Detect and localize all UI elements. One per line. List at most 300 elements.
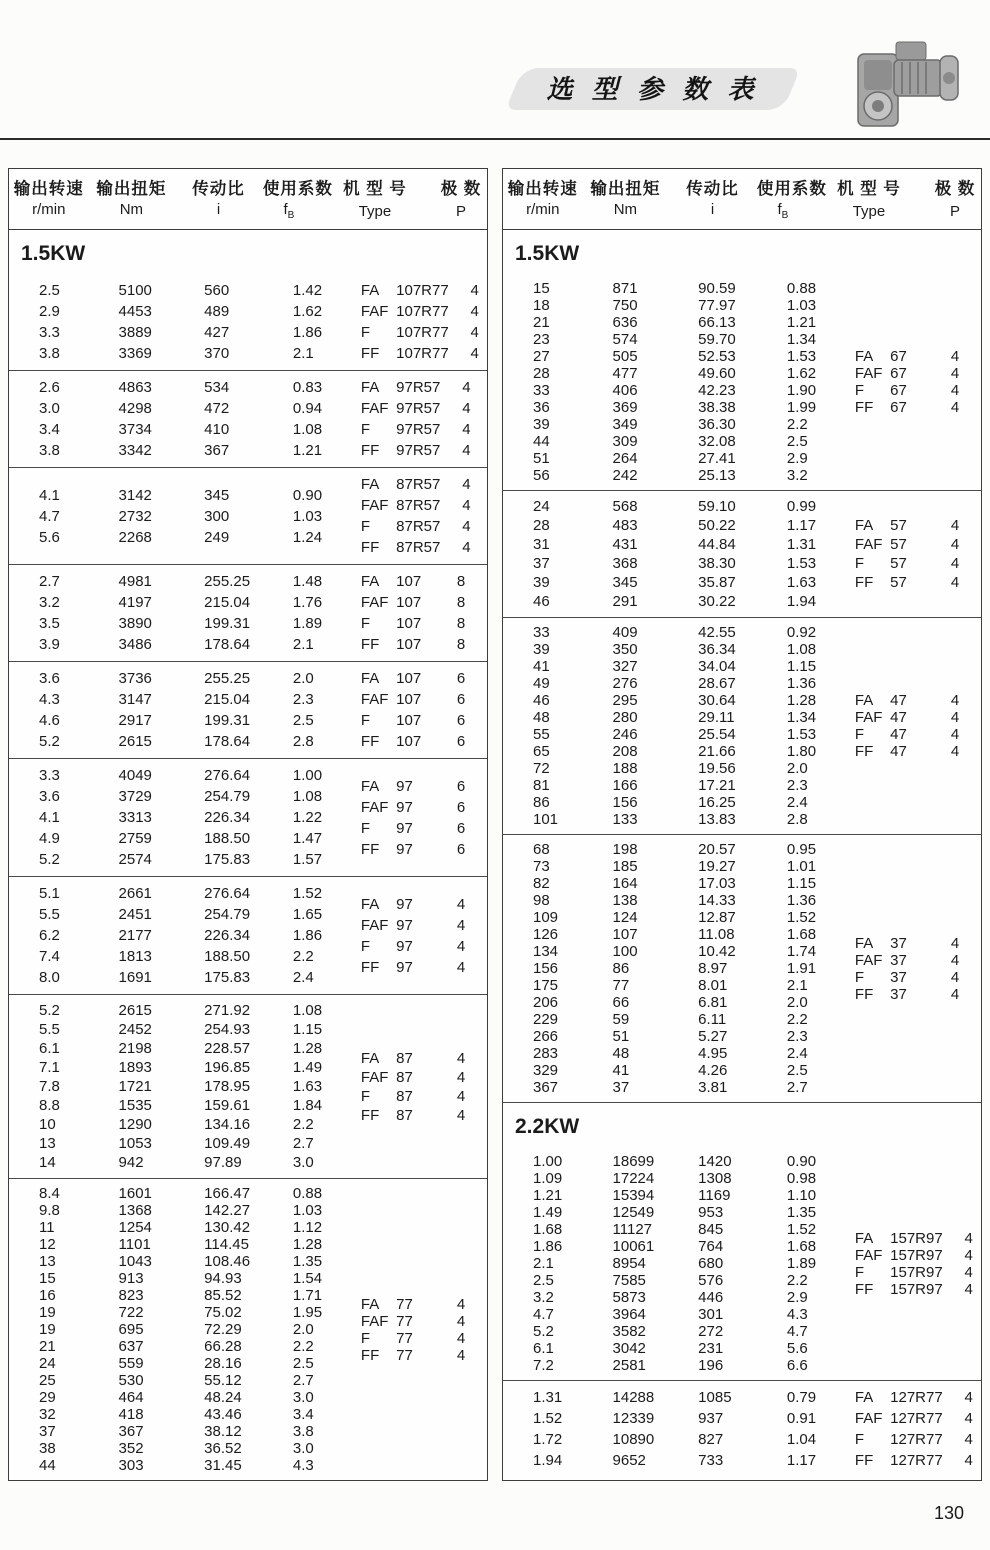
column-header-poles: 极 数 [440,180,482,198]
value-cell: 1.34 [786,709,817,726]
column-header: $f_B$ [283,201,295,221]
value-cell: 231 [698,1340,724,1357]
model-type: FA 107 [360,670,422,687]
model-type: FAF 67 [854,365,907,382]
table-row [533,1221,839,1238]
value-cell: 301 [698,1306,724,1323]
value-cell: 1.00 [292,767,323,784]
table-row [533,497,839,516]
model-type: F 97 [360,937,413,955]
value-cell: 13 [39,1135,56,1152]
value-cell: 1.47 [292,830,323,847]
value-rows [503,841,839,1096]
value-cell: 264 [612,450,638,467]
model-type: FF 67 [854,399,907,416]
value-cell: 12.87 [698,909,736,926]
table-row [533,624,839,641]
model-prefix: FA [360,1049,380,1067]
value-cell: 2.5 [533,1272,554,1289]
value-cell: 559 [118,1355,144,1372]
value-cell: 2.0 [292,1321,314,1338]
value-cell: 3.2 [786,467,808,484]
value-cell: 1.31 [786,536,817,553]
value-cell: 1813 [118,948,152,965]
value-cell: 3.81 [698,1079,728,1096]
model-type-rows [345,377,492,461]
column-header: 输出扭矩 [590,180,661,198]
value-cell: 3147 [118,691,152,708]
model-type: FAF 87 [360,1068,413,1086]
value-cell: 254.93 [204,1021,251,1038]
table-row [39,689,345,710]
pole-count: 4 [462,497,471,514]
pole-count: 6 [456,712,466,729]
subscript: B [287,210,295,221]
value-cell: 1.86 [292,927,323,944]
value-cell: 6.1 [39,1040,60,1057]
value-cell: 17.21 [698,777,736,794]
table-row [39,1287,345,1304]
value-cell: 23 [533,331,550,348]
value-cell: 1.53 [786,726,817,743]
value-cell: 100 [612,943,638,960]
value-cell: 733 [698,1452,724,1469]
value-cell: 477 [612,365,638,382]
value-cell: 4981 [118,573,152,590]
value-cell: 2.2 [786,416,808,433]
value-cell: 1.52 [292,885,323,902]
value-cell: 1.68 [533,1221,563,1238]
value-cell: 51 [533,450,550,467]
parameter-block [503,490,981,617]
value-cell: 1.84 [292,1097,323,1114]
pole-count: 4 [964,1389,973,1406]
model-type: F 107 [360,615,422,632]
model-prefix: FAF [360,916,389,934]
value-cell: 1.21 [533,1187,563,1204]
column-header: r/min [32,201,66,218]
table-row [39,377,345,398]
value-cell: 1.62 [292,303,323,320]
value-cell: 2.7 [39,573,60,590]
value-cell: 406 [612,382,638,399]
value-cell: 367 [204,442,230,459]
model-type-row [345,1347,487,1364]
value-cell: 266 [533,1028,559,1045]
value-cell: 108.46 [204,1253,251,1270]
value-cell: 2.2 [292,948,314,965]
model-type-rows [345,1001,487,1172]
header-number-columns [503,175,827,199]
table-row [533,450,839,467]
value-cell: 327 [612,658,638,675]
value-cell: 94.93 [204,1270,242,1287]
model-type-row [839,365,981,382]
model-prefix: FAF [360,798,389,816]
pole-count: 4 [462,539,471,556]
header-type-columns [315,203,487,220]
value-cell: 942 [118,1154,144,1171]
table-row [533,399,839,416]
value-cell: 1169 [698,1187,731,1204]
value-cell: 109.49 [204,1135,251,1152]
value-cell: 66.13 [698,314,736,331]
table-row [533,382,839,399]
model-prefix: FA [360,777,380,795]
model-prefix: FAF [854,536,883,553]
value-rows [503,1387,839,1471]
value-cell: 2.5 [786,1062,808,1079]
table-row [533,1204,839,1221]
value-cell: 1.52 [533,1410,563,1427]
header-number-columns [503,201,809,221]
table-row [533,875,839,892]
model-type-row [345,936,487,957]
value-cell: 15 [39,1270,56,1287]
table-row [39,1134,345,1153]
model-type: F 97 [360,819,413,837]
table-row [533,535,839,554]
right-parameter-table [502,168,982,1481]
model-type-row [345,592,487,613]
pole-count: 4 [456,1106,466,1124]
value-cell: 42.55 [698,624,736,641]
model-type-row [345,731,487,752]
pole-count: 4 [456,958,466,976]
value-cell: 124 [612,909,638,926]
value-cell: 1.21 [786,314,817,331]
power-section [503,230,981,1102]
value-cell: 3582 [612,1323,646,1340]
value-cell: 3.4 [292,1406,314,1423]
value-cell: 409 [612,624,638,641]
value-cell: 3.2 [39,594,60,611]
table-row [533,858,839,875]
table-row [39,765,345,786]
model-prefix: FF [360,636,380,653]
value-cell: 3.0 [292,1440,314,1457]
header-labels-row [9,175,487,199]
value-cell: 276 [612,675,638,692]
table-row [533,1272,839,1289]
value-cell: 46 [533,593,550,610]
value-cell: 6.1 [533,1340,554,1357]
value-cell: 3.3 [39,767,60,784]
value-cell: 2.9 [39,303,60,320]
value-cell: 52.53 [698,348,736,365]
value-cell: 12 [39,1236,56,1253]
table-row [39,1253,345,1270]
value-cell: 1.22 [292,809,323,826]
value-cell: 12339 [612,1410,655,1427]
value-cell: 32 [39,1406,56,1423]
value-cell: 42.23 [698,382,736,399]
header-units-row [503,199,981,223]
model-type-row [345,1330,487,1347]
value-cell: 3890 [118,615,152,632]
parameter-block [9,994,487,1178]
pole-count: 4 [462,442,471,459]
value-cell: 1.15 [292,1021,323,1038]
value-cell: 1.65 [292,906,323,923]
value-cell: 33 [533,382,550,399]
value-cell: 576 [698,1272,724,1289]
value-cell: 272 [698,1323,724,1340]
table-row [533,726,839,743]
value-cell: 39 [533,416,550,433]
value-cell: 636 [612,314,638,331]
model-prefix: F [854,968,865,986]
value-cell: 164 [612,875,638,892]
value-cell: 2.6 [39,379,60,396]
value-cell: 1535 [118,1097,152,1114]
value-cell: 3.8 [39,442,60,459]
value-cell: 1101 [118,1236,151,1253]
value-cell: 85.52 [204,1287,242,1304]
value-cell: 1.10 [786,1187,817,1204]
model-prefix: FA [360,379,380,396]
value-cell: 50.22 [698,517,736,534]
pole-count: 4 [456,937,466,955]
value-cell: 109 [533,909,559,926]
value-cell: 5100 [118,282,152,299]
value-cell: 2.8 [786,811,808,828]
column-header: Nm [613,201,638,218]
value-cell: 77 [612,977,630,994]
page-header [0,0,990,140]
value-cell: 0.94 [292,400,323,417]
value-cell: 5.2 [39,733,60,750]
table-row [533,743,839,760]
value-cell: 7.4 [39,948,60,965]
value-cell: 34.04 [698,658,736,675]
model-type: FA 67 [854,348,907,365]
value-cell: 166 [612,777,638,794]
value-cell: 1.17 [786,517,817,534]
pole-count: 4 [470,303,479,320]
power-section-label: 1.5KW [21,242,86,265]
pole-count: 4 [950,517,960,534]
value-cell: 24 [533,498,550,515]
model-type-row [345,776,487,797]
model-type-rows [345,765,487,870]
value-cell: 410 [204,421,230,438]
table-row [39,343,345,364]
value-cell: 255.25 [204,670,251,687]
value-cell: 1.52 [786,909,817,926]
model-prefix: F [854,555,865,572]
model-prefix: FA [854,1389,874,1406]
value-cell: 1.99 [786,399,817,416]
model-type-row [839,743,981,760]
value-cell: 27.41 [698,450,736,467]
value-cell: 134.16 [204,1116,251,1133]
parameter-block [9,370,487,467]
value-cell: 72 [533,760,550,777]
table-row [39,904,345,925]
parameter-block [9,758,487,876]
value-cell: 2.3 [786,777,808,794]
value-cell: 188.50 [204,830,251,847]
model-type: FA 87 [360,1049,413,1067]
value-cell: 37 [39,1423,56,1440]
model-prefix: F [360,712,371,729]
value-cell: 750 [612,297,638,314]
value-cell: 1.89 [292,615,323,632]
model-type: FA 97R57 [360,379,441,396]
table-row [533,811,839,828]
value-cell: 3369 [118,345,152,362]
value-cell: 1043 [118,1253,152,1270]
value-cell: 329 [533,1062,559,1079]
value-cell: 43.46 [204,1406,242,1423]
value-cell: 3964 [612,1306,646,1323]
value-cell: 13.83 [698,811,736,828]
header-number-columns [9,175,333,199]
value-cell: 483 [612,517,638,534]
table-row [533,1255,839,1272]
model-prefix: F [854,382,865,399]
value-cell: 431 [612,536,638,553]
model-type-row [345,343,501,364]
table-row [533,1408,839,1429]
model-type-rows [839,497,981,611]
value-cell: 4.3 [39,691,60,708]
value-cell: 25.54 [698,726,736,743]
value-cell: 7.2 [533,1357,554,1374]
table-row [39,322,345,343]
model-type-rows [345,1185,487,1474]
power-section [9,230,487,1480]
value-cell: 68 [533,841,550,858]
value-cell: 10 [39,1116,56,1133]
pole-count: 4 [950,692,960,709]
model-type-row [839,1264,990,1281]
value-cell: 38 [39,1440,56,1457]
column-header-type: 机 型 号 [837,180,901,198]
value-cell: 8.01 [698,977,728,994]
pole-count: 4 [950,709,960,726]
model-type-row [345,1049,487,1068]
value-cell: 242 [612,467,638,484]
value-cell: 1.74 [786,943,817,960]
value-cell: 2.9 [786,1289,808,1306]
value-cell: 953 [698,1204,724,1221]
value-cell: 229 [533,1011,559,1028]
value-cell: 0.90 [786,1153,817,1170]
value-cell: 295 [612,692,638,709]
table-row [39,1321,345,1338]
value-cell: 178.64 [204,733,251,750]
table-row [533,516,839,535]
table-row [533,841,839,858]
table-row [39,1457,345,1474]
value-cell: 350 [612,641,638,658]
pole-count: 6 [456,733,466,750]
value-cell: 2.1 [533,1255,554,1272]
value-cell: 5.27 [698,1028,728,1045]
value-cell: 16.25 [698,794,736,811]
value-cell: 5.2 [39,1002,60,1019]
model-type: FA 107R77 [360,282,449,299]
value-cell: 2177 [118,927,152,944]
value-cell: 1.34 [786,331,817,348]
value-cell: 1.63 [786,574,817,591]
value-cell: 130.42 [204,1219,251,1236]
value-cell: 46 [533,692,550,709]
value-cell: 25.13 [698,467,736,484]
model-type-row [345,377,492,398]
value-cell: 19 [39,1321,56,1338]
model-type: FA 97 [360,777,413,795]
model-type: FAF 97R57 [360,400,441,417]
value-cell: 4863 [118,379,152,396]
table-row [533,977,839,994]
table-row [39,1304,345,1321]
table-row [533,641,839,658]
pole-count: 4 [462,476,471,493]
value-rows [9,1185,345,1474]
value-cell: 246 [612,726,638,743]
value-cell: 10890 [612,1431,655,1448]
value-cell: 178.95 [204,1078,251,1095]
value-cell: 3.6 [39,670,60,687]
table-row [39,1372,345,1389]
value-cell: 196 [698,1357,724,1374]
model-prefix: FAF [854,365,883,382]
pole-count: 6 [456,691,466,708]
table-row [533,573,839,592]
model-type: F 127R77 [854,1431,943,1448]
table-row [533,994,839,1011]
value-cell: 8954 [612,1255,646,1272]
value-cell: 198 [612,841,638,858]
value-cell: 1.12 [292,1219,323,1236]
model-prefix: FA [854,692,874,709]
value-cell: 1.31 [533,1389,563,1406]
model-type-row [839,726,981,743]
model-type-row [345,915,487,936]
value-cell: 1.72 [533,1431,563,1448]
value-cell: 1.21 [292,442,323,459]
value-cell: 19.56 [698,760,736,777]
value-cell: 21 [39,1338,56,1355]
value-cell: 5.5 [39,1021,60,1038]
model-prefix: FA [854,1229,874,1247]
table-row [39,807,345,828]
value-cell: 196.85 [204,1059,251,1076]
value-cell: 4.3 [786,1306,808,1323]
value-cell: 55.12 [204,1372,242,1389]
model-type-row [345,301,501,322]
value-cell: 8.4 [39,1185,60,1202]
table-row [39,967,345,988]
model-type-row [345,1106,487,1125]
value-cell: 5.2 [39,851,60,868]
model-type-row [345,818,487,839]
model-type-row [839,952,981,969]
value-cell: 345 [204,486,230,504]
value-cell: 1.15 [786,658,817,675]
value-cell: 90.59 [698,280,736,297]
value-cell: 0.98 [786,1170,817,1187]
table-row [533,794,839,811]
value-cell: 1.52 [786,1221,817,1238]
model-prefix: F [360,324,371,341]
value-cell: 2.2 [292,1116,314,1133]
value-cell: 937 [698,1410,724,1427]
table-row [533,1170,839,1187]
